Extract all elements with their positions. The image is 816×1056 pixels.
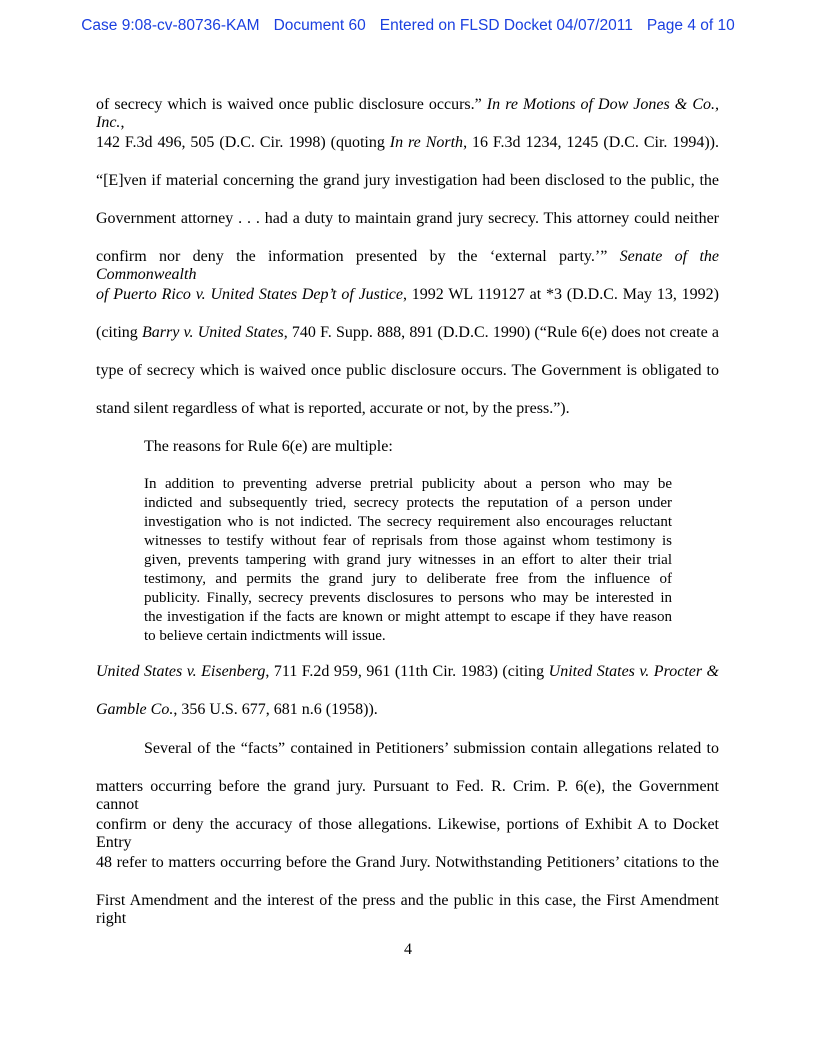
quote-line: publicity. Finally, secrecy prevents disclosures to persons who may be interested in bbox=[144, 590, 672, 606]
page-number: 4 bbox=[404, 941, 412, 958]
text-run: Several of the “facts” contained in Petitioners’ submission contain allegations related to bbox=[144, 740, 719, 757]
citation-italic: Senate of the Commonwealth bbox=[96, 248, 719, 283]
quote-line: investigation who is not indicted. The secrecy requirement also encourages reluctant bbox=[144, 514, 672, 530]
citation-italic: Gamble Co. bbox=[96, 701, 174, 718]
quote-line: to believe certain indictments will issue. bbox=[144, 628, 386, 644]
quote-line: In addition to preventing adverse pretrial publicity about a person who may be bbox=[144, 476, 672, 492]
text-line bbox=[144, 740, 719, 758]
text-line bbox=[96, 324, 719, 342]
text-line bbox=[96, 134, 719, 152]
document-number: Document 60 bbox=[273, 17, 366, 34]
text-line bbox=[96, 854, 719, 872]
citation-italic: of Puerto Rico v. United States Dep’t of Justice bbox=[96, 286, 403, 303]
text-run: , 740 F. Supp. 888, 891 (D.D.C. 1990) (“Rule 6(e) does not create a bbox=[283, 324, 720, 341]
text-run: 48 refer to matters occurring before the Grand Jury. Notwithstanding Petitioners’ citations to the bbox=[96, 854, 719, 871]
text-run: , 16 F.3d 1234, 1245 (D.C. Cir. 1994)). bbox=[463, 134, 720, 151]
quote-line: indicted and subsequently tried, secrecy protects the reputation of a person under bbox=[144, 495, 672, 511]
text-run: confirm nor deny the information presented by the ‘external party.’” bbox=[96, 248, 620, 265]
text-line bbox=[96, 778, 719, 814]
text-run: , 356 U.S. 677, 681 n.6 (1958)). bbox=[173, 701, 378, 718]
text-line bbox=[96, 172, 719, 190]
citation-italic: In re Motions of Dow Jones & Co., Inc. bbox=[96, 96, 719, 131]
citation-italic: United States v. Eisenberg bbox=[96, 663, 266, 680]
text-line bbox=[96, 248, 719, 284]
quote-line: witnesses to testify without fear of reprisals from those against whom testimony is bbox=[144, 533, 672, 549]
text-run: stand silent regardless of what is reported, accurate or not, by the press.”). bbox=[96, 400, 570, 417]
text-line bbox=[96, 816, 719, 852]
text-line bbox=[96, 362, 719, 380]
text-run: First Amendment and the interest of the press and the public in this case, the First Amendment right bbox=[96, 892, 719, 927]
text-run: confirm or deny the accuracy of those allegations. Likewise, portions of Exhibit A to Docket Entry bbox=[96, 816, 719, 851]
text-run: The reasons for Rule 6(e) are multiple: bbox=[144, 438, 393, 455]
text-line bbox=[144, 438, 719, 456]
text-line bbox=[96, 663, 719, 681]
text-run: “[E]ven if material concerning the grand jury investigation had been disclosed to the public, the bbox=[96, 172, 719, 189]
quote-line: testimony, and permits the grand jury to deliberate free from the influence of bbox=[144, 571, 672, 587]
text-line bbox=[96, 892, 719, 928]
text-run: type of secrecy which is waived once public disclosure occurs. The Government is obligated to bbox=[96, 362, 719, 379]
text-run: of secrecy which is waived once public disclosure occurs.” bbox=[96, 96, 487, 113]
text-run: , bbox=[120, 114, 125, 131]
text-line bbox=[96, 286, 719, 304]
text-run: 142 F.3d 496, 505 (D.C. Cir. 1998) (quoting bbox=[96, 134, 390, 151]
page-indicator: Page 4 of 10 bbox=[646, 17, 735, 34]
text-line bbox=[96, 96, 719, 132]
text-run: (citing bbox=[96, 324, 142, 341]
citation-italic: United States v. Procter & bbox=[548, 663, 720, 680]
text-line bbox=[96, 400, 719, 418]
text-run: , 1992 WL 119127 at *3 (D.D.C. May 13, 1992) bbox=[403, 286, 719, 303]
text-line bbox=[96, 701, 719, 719]
text-run: matters occurring before the grand jury. Pursuant to Fed. R. Crim. P. 6(e), the Government cannot bbox=[96, 778, 719, 813]
text-run: Government attorney . . . had a duty to maintain grand jury secrecy. This attorney could neither bbox=[96, 210, 719, 227]
case-number: Case 9:08-cv-80736-KAM bbox=[81, 17, 260, 34]
citation-italic: In re North bbox=[389, 134, 464, 151]
docket-header bbox=[0, 17, 816, 35]
quote-line: given, prevents tampering with grand jury witnesses in an effort to alter their trial bbox=[144, 552, 672, 568]
docket-entry: Entered on FLSD Docket 04/07/2011 bbox=[379, 17, 633, 34]
quote-line: the investigation if the facts are known or might attempt to escape if they have reason bbox=[144, 609, 672, 625]
citation-italic: Barry v. United States bbox=[142, 324, 284, 341]
text-line bbox=[96, 210, 719, 228]
text-run: , 711 F.2d 959, 961 (11th Cir. 1983) (citing bbox=[265, 663, 549, 680]
